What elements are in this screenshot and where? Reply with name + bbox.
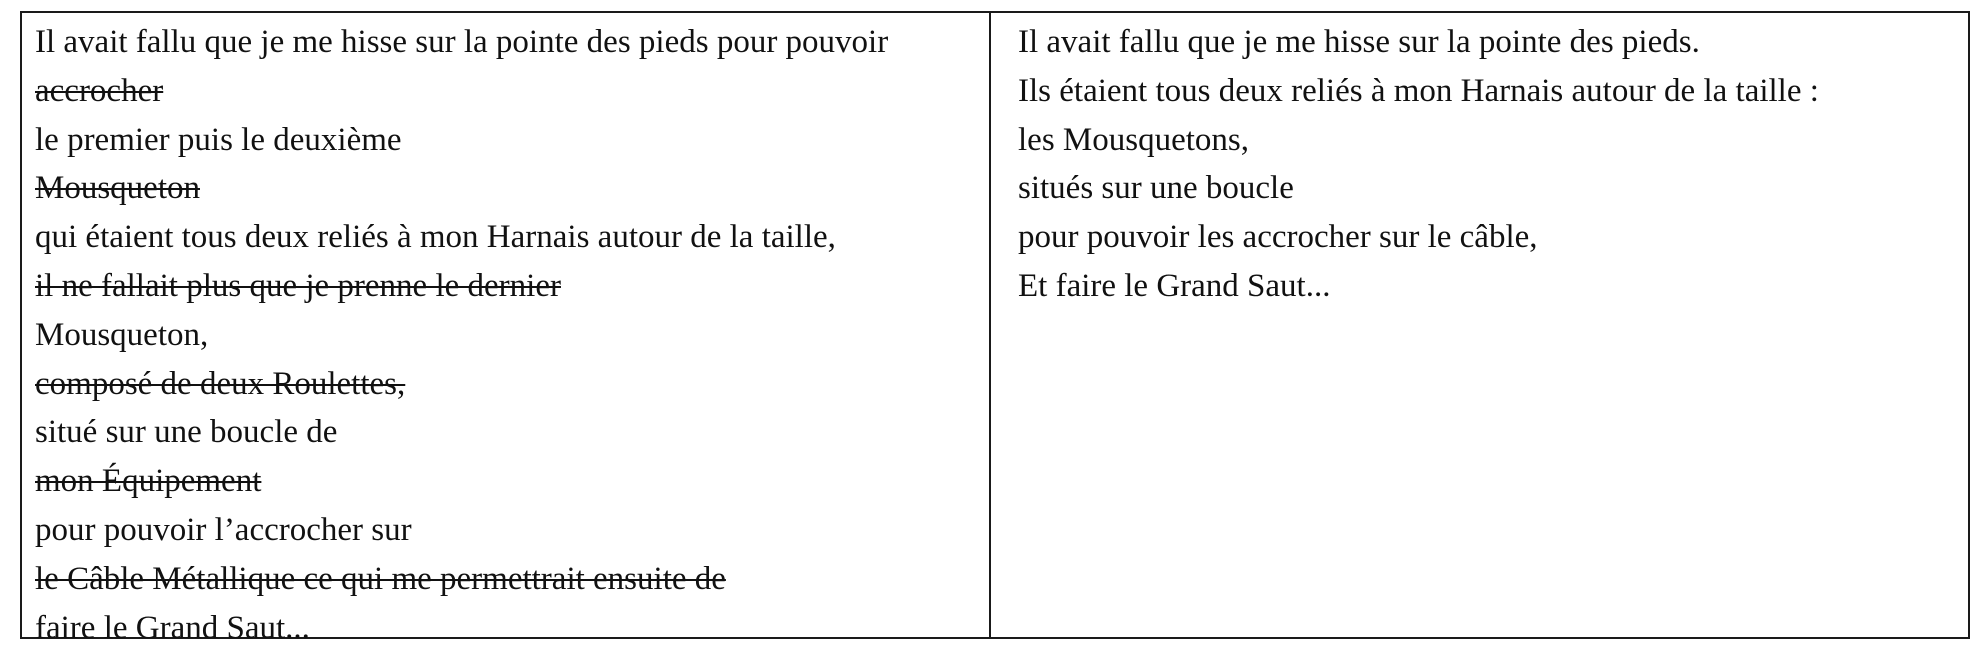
text-line: Mousqueton, <box>35 316 209 353</box>
text-line: le premier puis le deuxième <box>35 121 402 158</box>
text-line: faire le Grand Saut... <box>35 609 310 646</box>
comparison-table <box>20 11 1970 646</box>
text-line: Il avait fallu que je me hisse sur la pointe des pieds. <box>1018 24 1700 60</box>
text-line: situés sur une boucle <box>1018 170 1294 207</box>
text-line: pour pouvoir les accrocher sur le câble, <box>1018 219 1538 256</box>
text-line: les Mousquetons, <box>1018 121 1249 158</box>
text-line: Et faire le Grand Saut... <box>1018 267 1331 304</box>
text-line: Ils étaient tous deux reliés à mon Harnais autour de la taille : <box>1018 72 1819 109</box>
text-line: qui étaient tous deux reliés à mon Harnais autour de la taille, <box>35 219 836 256</box>
struck-text-line: le Câble Métallique ce qui me permettrait ensuite de <box>35 560 726 597</box>
struck-text-line: mon Équipement <box>35 463 262 500</box>
text-line: Il avait fallu que je me hisse sur la pointe des pieds pour pouvoir <box>35 24 889 60</box>
struck-text-line: composé de deux Roulettes, <box>35 365 406 402</box>
right-column-revised-text <box>991 13 1968 637</box>
left-column-original-text <box>22 13 991 646</box>
text-line: situé sur une boucle de <box>35 414 338 451</box>
struck-text-line: il ne fallait plus que je prenne le dernier <box>35 267 561 304</box>
struck-text-line: Mousqueton <box>35 170 200 207</box>
text-line: pour pouvoir l’accrocher sur <box>35 511 412 548</box>
struck-text-line: accrocher <box>35 72 164 109</box>
